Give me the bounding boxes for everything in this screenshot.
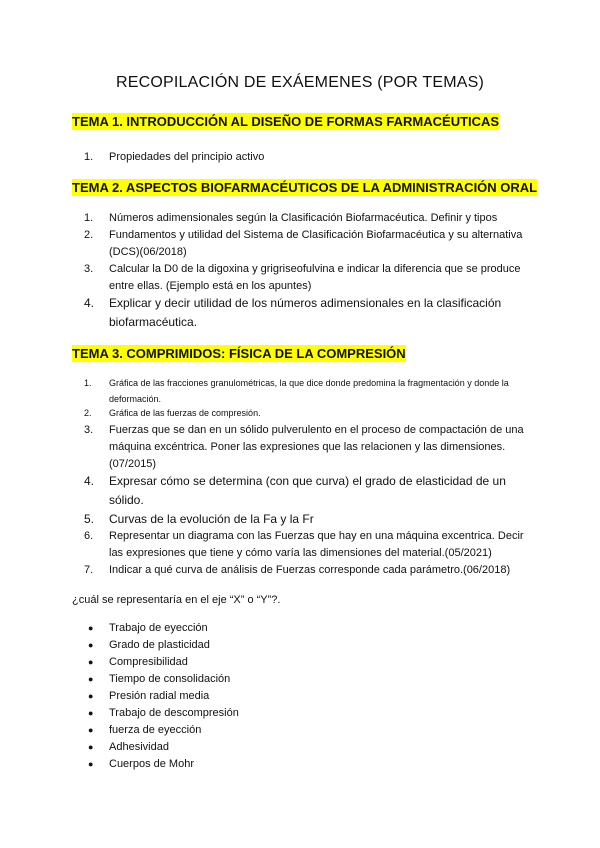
bullet-icon: ● xyxy=(88,725,94,735)
question-text: ¿cuál se representaría en el eje “X” o “Y”?. xyxy=(72,594,281,606)
bullet-icon: ● xyxy=(88,623,94,633)
page-title: RECOPILACIÓN DE EXÁEMENES (POR TEMAS) xyxy=(115,74,485,91)
document-page: RECOPILACIÓN DE EXÁEMENES (POR TEMAS) TEMA 1. INTRODUCCIÓN AL DISEÑO DE FORMAS FARMACÉUTICAS 1. Propiedades del principio activo TEMA 2. ASPECTOS BIOFARMACÉUTICOS DE LA ADMINISTRACIÓN ORAL 1. Números adimensionales según la Clasificación Biofarmacéutica. Definir y tipos 2. Fundamentos y utilidad del Sistema de Clasificación Biofarmacéutica y su alternativa (DCS)(06/2018) 3. Calcular la D0 de la digoxina y grigriseofulvina e indicar la diferencia que se produce entre ellas. (Ejemplo está en los apuntes) 4. Explicar y decir utilidad de los números adimensionales en la clasificación biofarmacéutica. TEMA 3. COMPRIMIDOS: FÍSICA DE LA COMPRESIÓN 1. Gráfica de las fracciones granulométricas, la que dice donde predomina la fragmentación y donde la deformación. 2. Gráfica de las fuerzas de compresión. 3. Fuerzas que se dan en un sólido pulverulento en el proceso de compactación de una máquina excéntrica. Poner las expresiones que las relacionen y las dimensiones.(07/2015) 4. Expresar cómo se determina (con que curva) el grado de elasticidad de un sólido. 5. Curvas de la evolución de la Fa y la Fr 6. Representar un diagrama con las Fuerzas que hay en una máquina excentrica. Decir las expresiones que tiene y cómo varía las dimensiones del material.(05/2021) 7. Indicar a qué curva de análisis de Fuerzas corresponde cada parámetro.(06/2018) ¿cuál se representaría en el eje “X” o “Y”?. ● Trabajo de eyección ● Grado de plasticidad ● Compresibilidad ● Tiempo de consolidación ● Presión radial media ● Trabajo de descompresión ● fuerza de eyección ● Adhesividad ● Cuerpos de Mohr xyxy=(0,0,600,848)
bullet-icon: ● xyxy=(88,708,94,718)
section-heading-tema-1: TEMA 1. INTRODUCCIÓN AL DISEÑO DE FORMAS FARMACÉUTICAS xyxy=(72,114,500,129)
bullet-icon: ● xyxy=(88,742,94,752)
bullet-icon: ● xyxy=(88,657,94,667)
section-heading-tema-3: TEMA 3. COMPRIMIDOS: FÍSICA DE LA COMPRESIÓN xyxy=(72,346,406,361)
section-heading-tema-2: TEMA 2. ASPECTOS BIOFARMACÉUTICOS DE LA ADMINISTRACIÓN ORAL xyxy=(72,180,538,195)
bullet-icon: ● xyxy=(88,759,94,769)
bullet-icon: ● xyxy=(88,691,94,701)
bullet-icon: ● xyxy=(88,674,94,684)
bullet-icon: ● xyxy=(88,640,94,650)
